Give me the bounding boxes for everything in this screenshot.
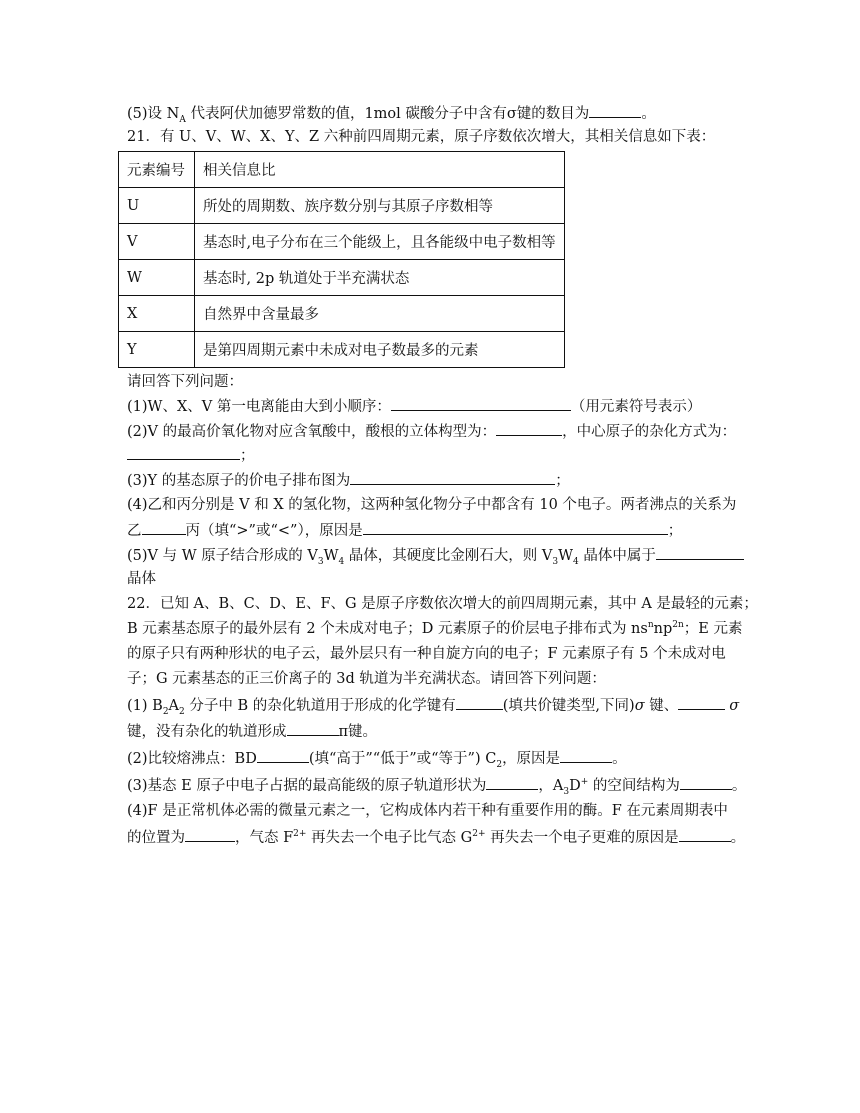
q-text: 的空间结构为 — [588, 778, 680, 794]
answer-blank[interactable] — [679, 827, 731, 842]
q-text: ，A — [538, 778, 564, 794]
table-row — [119, 332, 565, 368]
table-cell: 所处的周期数、族序数分别与其原子序数相等 — [195, 188, 565, 224]
q-text: B 元素基态原子的最外层有 2 个未成对电子；D 元素原子的价层电子排布式为 ns — [127, 621, 648, 637]
q21-part1 — [127, 396, 701, 417]
q-text: (1) B — [127, 698, 163, 714]
q-text: (填共价键类型,下同) — [502, 698, 635, 714]
answer-blank[interactable] — [656, 545, 744, 560]
q-text: 的位置为 — [127, 830, 185, 846]
q-text: 。 — [612, 751, 627, 767]
answer-blank[interactable] — [287, 721, 339, 736]
table-header-row — [119, 152, 565, 188]
q-text: 。 — [731, 778, 747, 794]
q-text: np — [653, 621, 673, 637]
q22-intro-line4: 子；G 元素基态的正三价离子的 3d 轨道为半充满状态。请回答下列问题： — [127, 671, 606, 687]
superscript: 2n — [672, 620, 684, 631]
q-text: (2)比较熔沸点：BD — [127, 751, 257, 767]
superscript: 2+ — [293, 829, 307, 840]
answer-blank[interactable] — [127, 445, 240, 460]
superscript: n — [647, 620, 654, 631]
q-text: (填“高于”“低于”或“等于”) C — [308, 751, 497, 767]
subscript: 2 — [496, 759, 503, 770]
answer-blank[interactable] — [257, 748, 309, 763]
q-text: ，气态 F — [235, 830, 294, 846]
q-text: 晶体，其硬度比金刚石大，则 V — [344, 548, 553, 564]
q22-part4-cont — [127, 827, 745, 848]
q-text: 再失去一个电子更难的原因是 — [485, 830, 679, 846]
q20-text: (5)设 N — [127, 106, 180, 122]
q22-part1 — [127, 695, 739, 716]
q-text: W — [558, 548, 574, 564]
q-text: (1)W、X、V 第一电离能由大到小顺序： — [127, 399, 391, 415]
q21-part2 — [127, 421, 736, 442]
sigma-symbol: σ — [634, 698, 645, 714]
q-text: （用元素符号表示） — [570, 399, 702, 415]
q22-part1-cont — [127, 721, 377, 742]
q21-part4-cont — [127, 520, 682, 541]
answer-blank[interactable] — [391, 396, 571, 411]
table-header-cell: 相关信息比 — [195, 152, 565, 188]
q-text: 乙 — [127, 523, 142, 539]
table-header-cell: 元素编号 — [119, 152, 195, 188]
q21-part5 — [127, 545, 744, 566]
subscript: 4 — [338, 556, 345, 567]
q21-prompt: 请回答下列问题： — [127, 374, 243, 390]
q-text: 。 — [730, 830, 746, 846]
answer-blank[interactable] — [185, 827, 235, 842]
answer-blank[interactable] — [486, 775, 538, 790]
q-text: ，中心原子的杂化方式为： — [562, 424, 737, 440]
q-text: 键，没有杂化的轨道形成 — [127, 724, 287, 740]
superscript: 2+ — [472, 829, 486, 840]
table-row — [119, 224, 565, 260]
q21-intro: 21．有 U、V、W、X、Y、Z 六种前四周期元素，原子序数依次增大，其相关信息如下表： — [127, 129, 716, 145]
subscript: 4 — [573, 556, 579, 567]
answer-blank[interactable] — [678, 695, 725, 710]
answer-blank[interactable] — [560, 748, 612, 763]
answer-blank[interactable] — [589, 103, 641, 118]
superscript: + — [580, 777, 589, 788]
table-cell: U — [119, 188, 195, 224]
q22-part3 — [127, 775, 746, 796]
element-info-table — [118, 151, 565, 368]
answer-blank[interactable] — [142, 520, 186, 535]
q20-part5 — [127, 103, 656, 124]
q22-part4: (4)F 是正常机体必需的微量元素之一，它构成体内若干种有重要作用的酶。F 在元素周期表中 — [127, 803, 728, 819]
q21-part3 — [127, 470, 570, 491]
table-cell: 基态时, 2p 轨道处于半充满状态 — [195, 260, 565, 296]
table-cell: X — [119, 296, 195, 332]
q-text: ；E 元素 — [683, 621, 743, 637]
answer-blank[interactable] — [363, 520, 668, 535]
q-text: W — [323, 548, 339, 564]
answer-blank[interactable] — [496, 421, 562, 436]
table-cell: V — [119, 224, 195, 260]
q-text: (3)基态 E 原子中电子占据的最高能级的原子轨道形状为 — [127, 778, 487, 794]
table-row — [119, 296, 565, 332]
q-text: (5)V 与 W 原子结合形成的 V — [127, 548, 318, 564]
table-row — [119, 260, 565, 296]
sigma-symbol: σ — [729, 698, 740, 714]
answer-blank[interactable] — [680, 775, 732, 790]
q-text: 再失去一个电子比气态 G — [306, 830, 473, 846]
q-text: 键、 — [644, 698, 679, 714]
q-text: A — [168, 698, 180, 714]
q-text: (2)V 的最高价氧化物对应含氧酸中，酸根的立体构型为： — [127, 424, 497, 440]
q-text: ，原因是 — [502, 751, 561, 767]
answer-blank[interactable] — [350, 470, 555, 485]
q-text: π键。 — [338, 724, 378, 740]
q20-text: 代表阿伏加德罗常数的值，1mol 碳酸分子中含有σ键的数目为 — [185, 106, 590, 122]
q-text: 晶体中属于 — [578, 548, 656, 564]
q22-intro-line2 — [127, 619, 743, 639]
q22-part2 — [127, 748, 627, 769]
q-text: 分子中 B 的杂化轨道用于形成的化学键有 — [184, 698, 456, 714]
q21-part4: (4)乙和丙分别是 V 和 X 的氢化物，这两种氢化物分子中都含有 10 个电子。两者沸点的关系为 — [127, 497, 737, 513]
subscript: 3 — [552, 556, 559, 567]
q-text: D — [569, 778, 581, 794]
q22-intro-line1: 22．已知 A、B、C、D、E、F、G 是原子序数依次增大的前四周期元素，其中 A 是最轻的元素； — [127, 596, 758, 612]
q-text: ； — [555, 473, 570, 489]
q20-text: 。 — [641, 106, 656, 122]
q21-part2-cont — [127, 445, 255, 466]
subscript: 2 — [162, 706, 169, 717]
q21-part5-cont: 晶体 — [127, 571, 156, 587]
q-text: (3)Y 的基态原子的价电子排布图为 — [127, 473, 351, 489]
table-cell: 自然界中含量最多 — [195, 296, 565, 332]
table-row — [119, 188, 565, 224]
table-cell: Y — [119, 332, 195, 368]
table-cell: W — [119, 260, 195, 296]
subscript: A — [179, 114, 186, 125]
subscript: 3 — [317, 556, 324, 567]
q-text: 丙（填“>”或“<”），原因是 — [185, 523, 363, 539]
table-cell: 是第四周期元素中未成对电子数最多的元素 — [195, 332, 565, 368]
q-text: ； — [667, 523, 683, 539]
q-text: ； — [240, 448, 255, 464]
answer-blank[interactable] — [456, 695, 503, 710]
subscript: 3 — [563, 786, 570, 797]
subscript: 2 — [179, 706, 185, 717]
q22-intro-line3: 的原子只有两种形状的电子云，最外层只有一种自旋方向的电子；F 元素原子有 5 个未成对电 — [127, 646, 726, 662]
table-cell: 基态时,电子分布在三个能级上，且各能级中电子数相等 — [195, 224, 565, 260]
